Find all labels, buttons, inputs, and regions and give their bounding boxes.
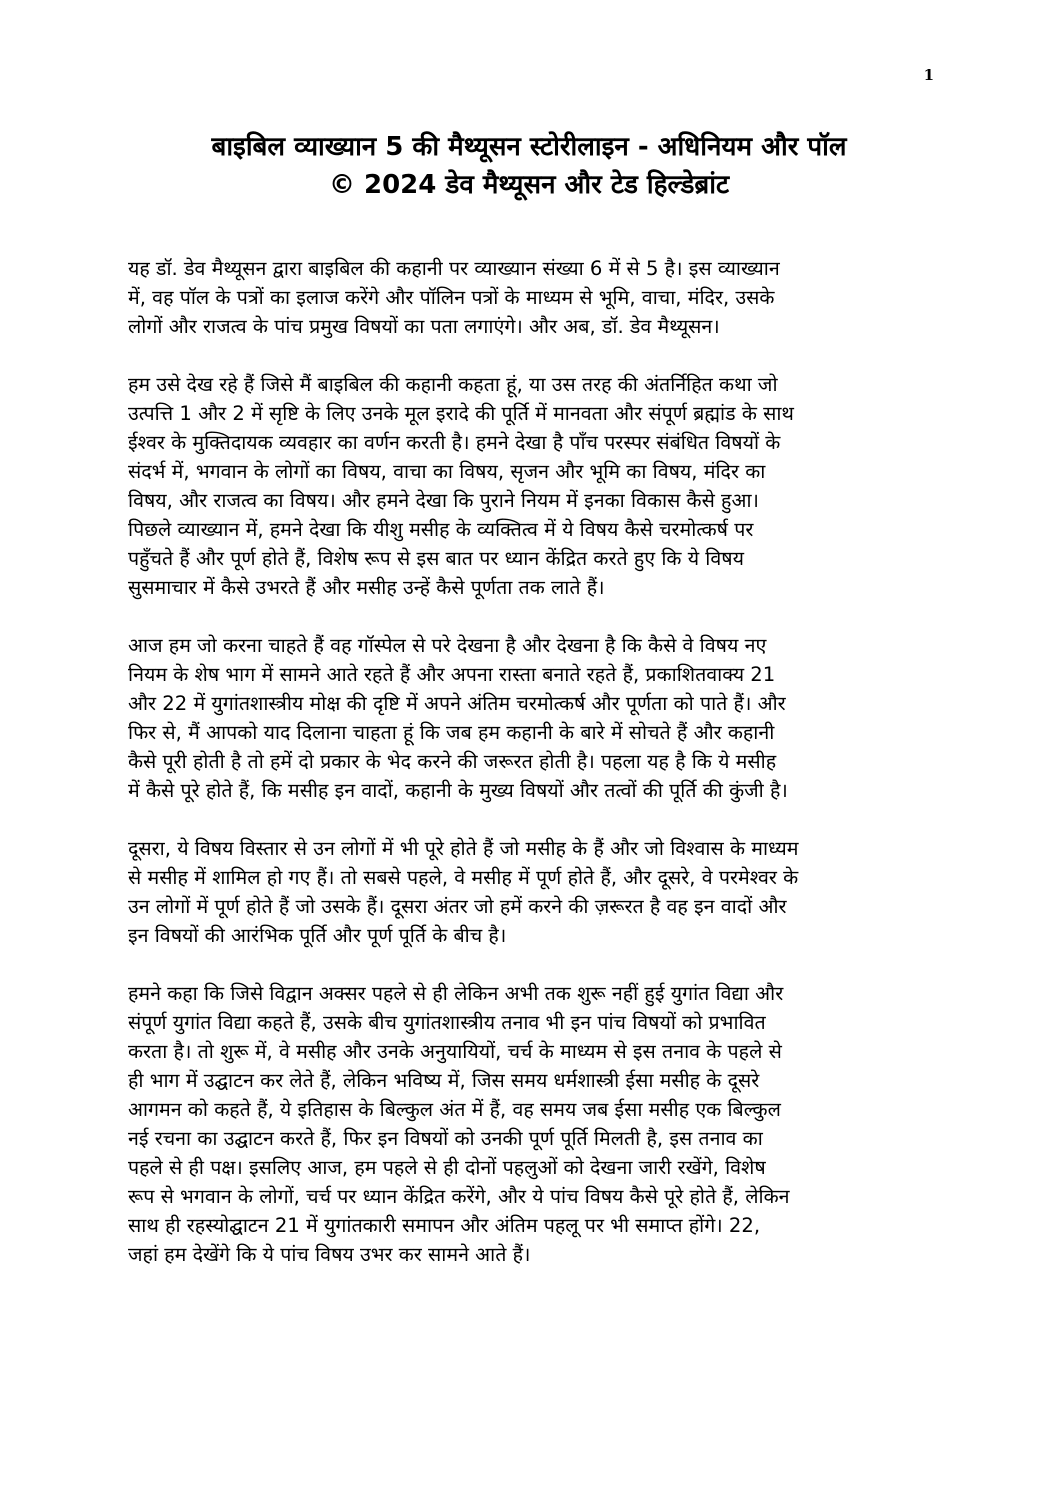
text-line: पिछले व्याख्यान में, हमने देखा कि यीशु मसीह के व्यक्तित्व में ये विषय कैसे चरमोत्कर्ष पर	[128, 518, 754, 541]
text-line: और 22 में युगांतशास्त्रीय मोक्ष की दृष्टि में अपने अंतिम चरमोत्कर्ष और पूर्णता को पाते हैं। और	[128, 692, 786, 715]
text-line: आज हम जो करना चाहते हैं वह गॉस्पेल से परे देखना है और देखना है कि कैसे वे विषय नए	[128, 634, 767, 657]
document-body	[128, 254, 934, 1298]
text-line: पहले से ही पक्ष। इसलिए आज, हम पहले से ही दोनों पहलुओं को देखना जारी रखेंगे, विशेष	[128, 1156, 766, 1179]
text-line: ही भाग में उद्घाटन कर लेते हैं, लेकिन भविष्य में, जिस समय धर्मशास्त्री ईसा मसीह के दूसरे	[128, 1069, 760, 1092]
text-line: आगमन को कहते हैं, ये इतिहास के बिल्कुल अंत में हैं, वह समय जब ईसा मसीह एक बिल्कुल	[128, 1098, 781, 1121]
document-title	[100, 128, 958, 204]
text-line: उत्पत्ति 1 और 2 में सृष्टि के लिए उनके मूल इरादे की पूर्ति में मानवता और संपूर्ण ब्रह्मांड के साथ	[128, 402, 794, 425]
text-line: से मसीह में शामिल हो गए हैं। तो सबसे पहले, वे मसीह में पूर्ण होते हैं, और दूसरे, वे परमेश्वर के	[128, 866, 799, 889]
text-line: कैसे पूरी होती है तो हमें दो प्रकार के भेद करने की जरूरत होती है। पहला यह है कि ये मसीह	[128, 750, 777, 773]
text-line: हमने कहा कि जिसे विद्वान अक्सर पहले से ही लेकिन अभी तक शुरू नहीं हुई युगांत विद्या और	[128, 982, 784, 1005]
text-line: संपूर्ण युगांत विद्या कहते हैं, उसके बीच युगांतशास्त्रीय तनाव भी इन पांच विषयों को प्रभावित	[128, 1011, 766, 1034]
text-line: रूप से भगवान के लोगों, चर्च पर ध्यान केंद्रित करेंगे, और ये पांच विषय कैसे पूरे होते हैं, लेकिन	[128, 1185, 790, 1208]
text-line: संदर्भ में, भगवान के लोगों का विषय, वाचा का विषय, सृजन और भूमि का विषय, मंदिर का	[128, 460, 766, 483]
text-line: दूसरा, ये विषय विस्तार से उन लोगों में भी पूरे होते हैं जो मसीह के हैं और जो विश्वास के माध्यम	[128, 837, 799, 860]
paragraph-3	[128, 631, 934, 805]
page-number: 1	[923, 66, 934, 84]
text-line: साथ ही रहस्योद्घाटन 21 में युगांतकारी समापन और अंतिम पहलू पर भी समाप्त होंगे। 22,	[128, 1214, 761, 1237]
text-line: विषय, और राजत्व का विषय। और हमने देखा कि पुराने नियम में इनका विकास कैसे हुआ।	[128, 489, 759, 512]
text-line: नई रचना का उद्घाटन करते हैं, फिर इन विषयों को उनकी पूर्ण पूर्ति मिलती है, इस तनाव का	[128, 1127, 763, 1150]
text-line: हम उसे देख रहे हैं जिसे मैं बाइबिल की कहानी कहता हूं, या उस तरह की अंतर्निहित कथा जो	[128, 373, 778, 396]
text-line: नियम के शेष भाग में सामने आते रहते हैं और अपना रास्ता बनाते रहते हैं, प्रकाशितवाक्य 21	[128, 663, 776, 686]
paragraph-2	[128, 370, 934, 602]
paragraph-5	[128, 979, 934, 1269]
text-line: लोगों और राजत्व के पांच प्रमुख विषयों का पता लगाएंगे। और अब, डॉ. डेव मैथ्यूसन।	[128, 315, 720, 338]
text-line: यह डॉ. डेव मैथ्यूसन द्वारा बाइबिल की कहानी पर व्याख्यान संख्या 6 में से 5 है। इस व्याख्यान	[128, 257, 780, 280]
text-line: सुसमाचार में कैसे उभरते हैं और मसीह उन्हें कैसे पूर्णता तक लाते हैं।	[128, 576, 605, 599]
text-line: इन विषयों की आरंभिक पूर्ति और पूर्ण पूर्ति के बीच है।	[128, 924, 507, 947]
text-line: ईश्वर के मुक्तिदायक व्यवहार का वर्णन करती है। हमने देखा है पाँच परस्पर संबंधित विषयों के	[128, 431, 781, 454]
title-line-1: बाइबिल व्याख्यान 5 की मैथ्यूसन स्टोरीलाइन - अधिनियम और पॉल	[211, 132, 847, 162]
paragraph-4	[128, 834, 934, 950]
text-line: जहां हम देखेंगे कि ये पांच विषय उभर कर सामने आते हैं।	[128, 1243, 531, 1266]
text-line: पहुँचते हैं और पूर्ण होते हैं, विशेष रूप से इस बात पर ध्यान केंद्रित करते हुए कि ये विषय	[128, 547, 744, 570]
title-line-2: © 2024 डेव मैथ्यूसन और टेड हिल्डेब्रांट	[328, 170, 730, 200]
text-line: में, वह पॉल के पत्रों का इलाज करेंगे और पॉलिन पत्रों के माध्यम से भूमि, वाचा, मंदिर, उसके	[128, 286, 775, 309]
text-line: फिर से, मैं आपको याद दिलाना चाहता हूं कि जब हम कहानी के बारे में सोचते हैं और कहानी	[128, 721, 775, 744]
text-line: उन लोगों में पूर्ण होते हैं जो उसके हैं। दूसरा अंतर जो हमें करने की ज़रूरत है वह इन वादों और	[128, 895, 787, 918]
text-line: में कैसे पूरे होते हैं, कि मसीह इन वादों, कहानी के मुख्य विषयों और तत्वों की पूर्ति की कुंजी है।	[128, 779, 788, 802]
paragraph-1	[128, 254, 934, 341]
text-line: करता है। तो शुरू में, वे मसीह और उनके अनुयायियों, चर्च के माध्यम से इस तनाव के पहले से	[128, 1040, 782, 1063]
